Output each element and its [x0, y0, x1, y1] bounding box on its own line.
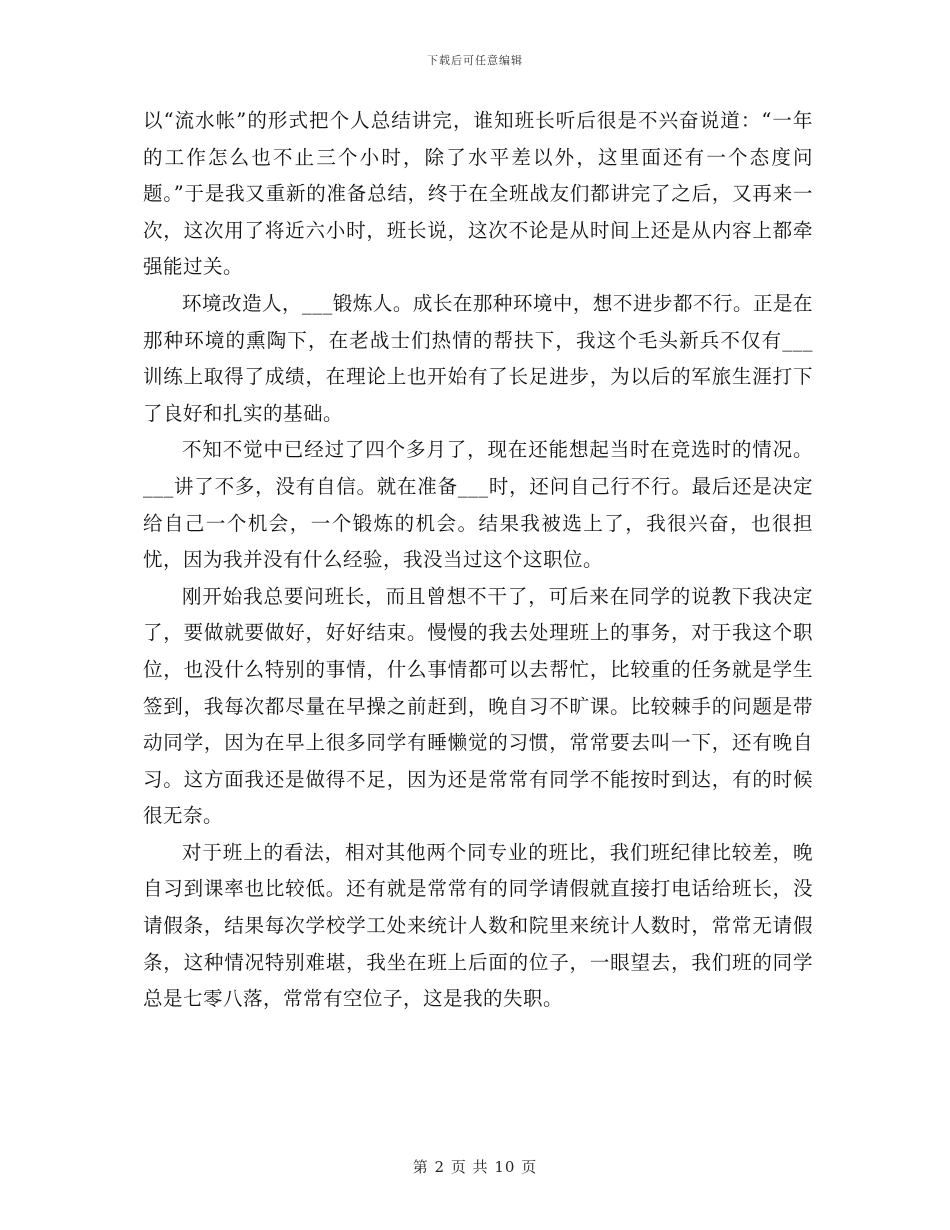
- paragraph-2: 环境改造人，___锻炼人。成长在那种环境中，想不进步都不行。正是在那种环境的熏陶下，在老战士们热情的帮扶下，我这个毛头新兵不仅有___训练上取得了成绩，在理论上也开始有了长足进步，为以后的军旅生涯打下了良好和扎实的基础。: [143, 291, 813, 425]
- paragraph-4: 刚开始我总要问班长，而且曾想不干了，可后来在同学的说教下我决定了，要做就要做好，好好结束。慢慢的我去处理班上的事务，对于我这个职位，也没什么特别的事情，什么事情都可以去帮忙，比较重的任务就是学生签到，我每次都尽量在早操之前赶到，晚自习不旷课。比较棘手的问题是带动同学，因为在早上很多同学有睡懒觉的习惯，常常要去叫一下，还有晚自习。这方面我还是做得不足，因为还是常常有同学不能按时到达，有的时候很无奈。: [143, 584, 813, 828]
- paragraph-1: 以“流水帐”的形式把个人总结讲完，谁知班长听后很是不兴奋说道：“一年的工作怎么也不止三个小时，除了水平差以外，这里面还有一个态度问题。”于是我又重新的准备总结，终于在全班战友们都讲完了之后，又再来一次，这次用了将近六小时，班长说，这次不论是从时间上还是从内容上都牵强能过关。: [143, 109, 813, 279]
- page-footer: 第 2 页 共 10 页: [412, 1158, 538, 1176]
- paragraph-3: 不知不觉中已经过了四个多月了，现在还能想起当时在竞选时的情况。___讲了不多，没有自信。就在准备___时，还问自己行不行。最后还是决定给自己一个机会，一个锻炼的机会。结果我被选上了，我很兴奋，也很担忧，因为我并没有什么经验，我没当过这个这职位。: [143, 438, 813, 572]
- page-header: 下载后可任意编辑: [427, 54, 523, 67]
- document-body: [143, 103, 813, 1018]
- paragraph-5: 对于班上的看法，相对其他两个同专业的班比，我们班纪律比较差，晚自习到课率也比较低。还有就是常常有的同学请假就直接打电话给班长，没请假条，结果每次学校学工处来统计人数和院里来统计人数时，常常无请假条，这种情况特别难堪，我坐在班上后面的位子，一眼望去，我们班的同学总是七零八落，常常有空位子，这是我的失职。: [143, 840, 813, 1011]
